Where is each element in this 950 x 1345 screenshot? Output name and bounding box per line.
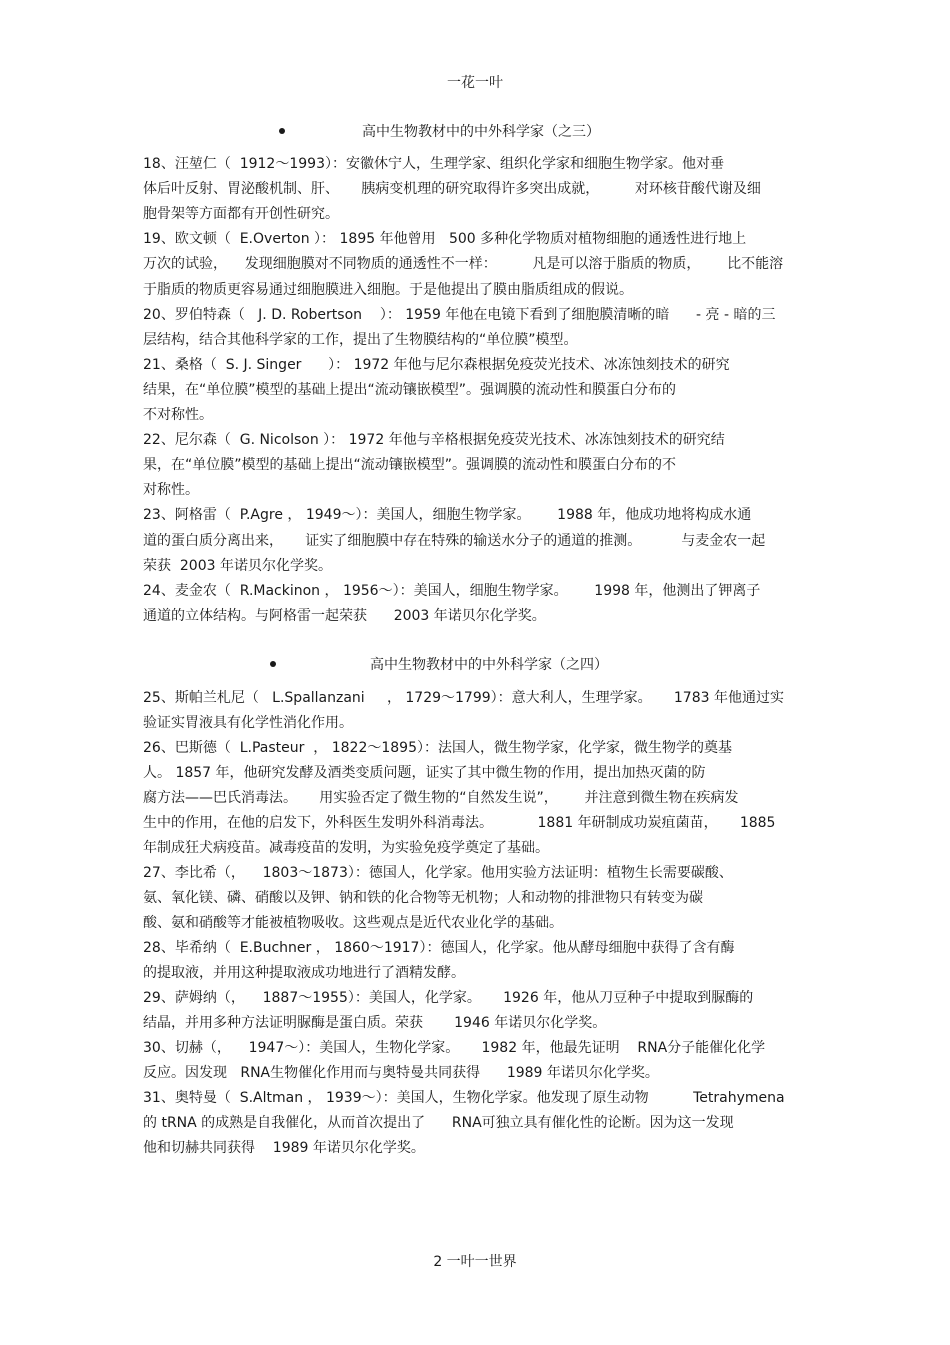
text-line: 对称性。 [143, 482, 199, 499]
text-line: 28、毕希纳（ E.Buchner ， 1860～1917）：德国人，化学家。他从酵母细胞中获得了含有酶 [143, 940, 735, 956]
text-line: 验证实胃液具有化学性消化作用。 [143, 715, 353, 731]
text-line: 腐方法——巴氏消毒法。 用实验否定了微生物的“自然发生说”， 并注意到微生物在疾病发 [143, 790, 739, 806]
text-line: 25、斯帕兰札尼（ L.Spallanzani ， 1729～1799）：意大利人，生理学家。 1783 年他通过实 [143, 690, 784, 706]
text-line: 29、萨姆纳（， 1887～1955）：美国人，化学家。 1926 年，他从刀豆种子中提取到脲酶的 [143, 990, 754, 1006]
section-title-text: 高中生物教材中的中外科学家（之四） [370, 657, 608, 673]
text-line: 道的蛋白质分离出来， 证实了细胞膜中存在特殊的输送水分子的通道的推测。 与麦金农一起 [143, 532, 766, 549]
text-line: 19、欧文顿（ E.Overton ）： 1895 年他曾用 500 多种化学物质对植物细胞的通透性进行地上 [143, 231, 747, 248]
text-line: 年制成狂犬病疫苗。减毒疫苗的发明，为实验免疫学奠定了基础。 [143, 840, 549, 856]
text-line: 体后叶反射、胃泌酸机制、肝、 胰病变机理的研究取得许多突出成就， 对环核苷酸代谢及细 [143, 181, 761, 198]
text-line: 万次的试验， 发现细胞膜对不同物质的通透性不一样： 凡是可以溶于脂质的物质， 比不能溶 [143, 256, 784, 273]
text-line: 他和切赫共同获得 1989 年诺贝尔化学奖。 [143, 1140, 425, 1156]
text-line: 于脂质的物质更容易通过细胞膜进入细胞。于是他提出了膜由脂质组成的假说。 [143, 281, 633, 298]
text-line: 结果，在“单位膜”模型的基础上提出“流动镶嵌模型”。强调膜的流动性和膜蛋白分布的 [143, 381, 677, 398]
page-header: 一花一叶 [447, 75, 503, 91]
text-line: 胞骨架等方面都有开创性研究。 [143, 206, 339, 223]
text-line: 结晶，并用多种方法证明脲酶是蛋白质。荣获 1946 年诺贝尔化学奖。 [143, 1015, 607, 1031]
text-line: 层结构，结合其他科学家的工作，提出了生物膜结构的“单位膜”模型。 [143, 331, 578, 348]
text-line: 氨、氧化镁、磷、硝酸以及钾、钠和铁的化合物等无机物；人和动物的排泄物只有转变为碳 [143, 890, 703, 906]
text-line: 果，在“单位膜”模型的基础上提出“流动镶嵌模型”。强调膜的流动性和膜蛋白分布的不 [143, 457, 677, 474]
section-title-text: 高中生物教材中的中外科学家（之三） [362, 124, 600, 140]
text-line: 生中的作用，在他的启发下，外科医生发明外科消毒法。 1881 年研制成功炭疽菌苗， 1885 [143, 815, 776, 831]
text-line: 的提取液，并用这种提取液成功地进行了酒精发酵。 [143, 965, 465, 981]
bullet-icon [279, 128, 285, 134]
page-footer: 2 一叶一世界 [433, 1254, 517, 1270]
bullet-icon [270, 661, 276, 667]
text-line: 通道的立体结构。与阿格雷一起荣获 2003 年诺贝尔化学奖。 [143, 607, 546, 624]
text-line: 酸、氨和硝酸等才能被植物吸收。这些观点是近代农业化学的基础。 [143, 915, 563, 931]
text-line: 30、切赫（， 1947～）：美国人，生物化学家。 1982 年，他最先证明 RNA分子能催化化学 [143, 1040, 766, 1056]
text-line: 的 tRNA 的成熟是自我催化，从而首次提出了 RNA可独立具有催化性的论断。因为这一发现 [143, 1115, 734, 1131]
text-line: 21、桑格（ S. J. Singer ）： 1972 年他与尼尔森根据免疫荧光技术、冰冻蚀刻技术的研究 [143, 356, 730, 373]
text-line: 反应。因发现 RNA生物催化作用而与奥特曼共同获得 1989 年诺贝尔化学奖。 [143, 1065, 659, 1081]
text-line: 22、尼尔森（ G. Nicolson ）： 1972 年他与辛格根据免疫荧光技术、冰冻蚀刻技术的研究结 [143, 432, 725, 449]
text-line: 27、李比希（， 1803～1873）：德国人，化学家。他用实验方法证明：植物生长需要碳酸、 [143, 865, 733, 881]
text-line: 26、巴斯德（ L.Pasteur ， 1822～1895）：法国人，微生物学家，化学家，微生物学的奠基 [143, 740, 732, 756]
text-line: 24、麦金农（ R.Mackinon ， 1956～）：美国人，细胞生物学家。 1998 年，他测出了钾离子 [143, 582, 761, 599]
text-line: 23、阿格雷（ P.Agre ， 1949～）：美国人，细胞生物学家。 1988 年，他成功地将构成水通 [143, 507, 752, 524]
text-line: 20、罗伯特森（ J. D. Robertson ）： 1959 年他在电镜下看到了细胞膜清晰的暗 - 亮 - 暗的三 [143, 306, 776, 323]
text-line: 18、汪堃仁（ 1912～1993）：安徽休宁人，生理学家、组织化学家和细胞生物学家。他对垂 [143, 156, 724, 172]
text-line: 不对称性。 [143, 407, 213, 423]
text-line: 荣获 2003 年诺贝尔化学奖。 [143, 557, 332, 574]
text-line: 人。 1857 年，他研究发酵及酒类变质问题，证实了其中微生物的作用，提出加热灭菌的防 [143, 765, 706, 781]
text-line: 31、奥特曼（ S.Altman ， 1939～）：美国人，生物化学家。他发现了原生动物 Tetrahymena [143, 1090, 785, 1106]
